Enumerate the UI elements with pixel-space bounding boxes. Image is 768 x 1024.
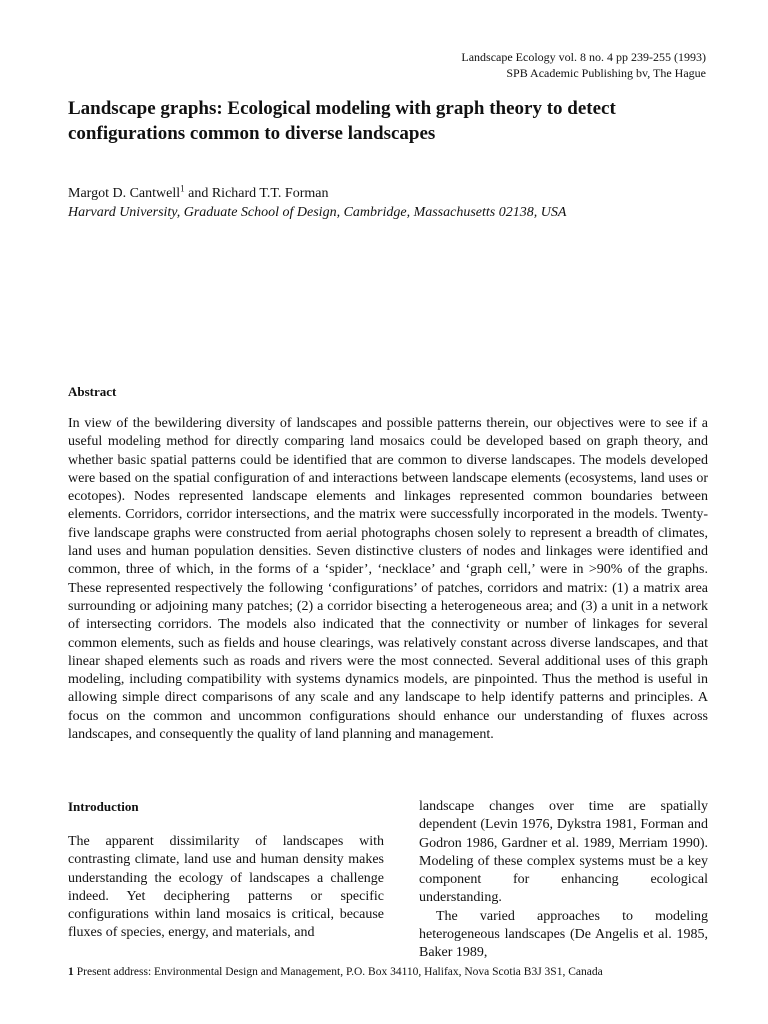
body-paragraph: The apparent dissimilarity of landscapes with contrasting climate, land use and human density makes understanding the ecology of landscapes a challenge indeed. Yet deciphering patterns or specific configurations within land mosaics is critical, because fluxes of species, energy, and materials, and (68, 834, 384, 941)
journal-info (461, 49, 706, 81)
abstract-heading: Abstract (68, 384, 117, 399)
author-name: Margot D. Cantwell (68, 186, 181, 201)
body-column-left (68, 798, 384, 943)
body-column-right (419, 798, 708, 963)
body-paragraph: landscape changes over time are spatially dependent (Levin 1976, Dykstra 1981, Forman and Godron 1986, Gardner et al. 1989, Merriam 1990). Modeling of these complex systems must be a key component for enhancing ecological understanding. (419, 799, 708, 906)
author-name: Richard T.T. Forman (211, 186, 329, 201)
body-paragraph: The varied approaches to modeling heterogeneous landscapes (De Angelis et al. 1985, Baker 1989, (419, 908, 708, 961)
footnote-marker: 1 (180, 183, 185, 194)
footnote-mark: 1 (68, 966, 74, 978)
footnote (68, 965, 718, 980)
affiliation: Harvard University, Graduate School of Design, Cambridge, Massachusetts 02138, USA (68, 205, 567, 220)
paper-title: Landscape graphs: Ecological modeling with graph theory to detect configurations common to diverse landscapes (68, 98, 616, 144)
journal-citation: Landscape Ecology vol. 8 no. 4 pp 239-255 (1993) (461, 50, 706, 64)
author-connector: and (184, 186, 212, 201)
introduction-heading: Introduction (68, 799, 139, 814)
footnote-text: Present address: Environmental Design and Management, P.O. Box 34110, Halifax, Nova Scotia B3J 3S1, Canada (76, 966, 603, 978)
journal-publisher: SPB Academic Publishing bv, The Hague (506, 66, 706, 80)
author-block (68, 184, 708, 222)
abstract-body: In view of the bewildering diversity of landscapes and possible patterns therein, our objectives were to see if a useful modeling method for directly comparing land mosaics could be developed based on graph theory, and whether basic spatial patterns could be identified that are common to diverse landscapes. The models developed were based on the spatial configuration of and interactions between landscape elements (ecosystems, land uses or ecotopes). Nodes represented landscape elements and linkages represented common boundaries between elements. Corridors, corridor intersections, and the matrix were successfully incorporated in the models. Twenty-five landscape graphs were constructed from aerial photographs chosen solely to represent a breadth of climates, land uses and human population densities. Seven distinctive clusters of nodes and linkages were identified and common, three of which, in the forms of a ‘spider’, ‘necklace’ and ‘graph cell,’ were in >90% of the graphs. These represented respectively the following ‘configurations’ of patches, corridors and matrix: (1) a matrix area surrounding or adjoining many patches; (2) a corridor bisecting a heterogeneous area; and (3) a unit in a network of intersecting corridors. The models also indicated that the connectivity or number of linkages for several common elements, such as fields and house clearings, was relatively constant across diverse landscapes, and that linear shaped elements such as roads and rivers were the most connected. Several additional uses of this graph modeling, including compatibility with systems dynamics models, are pinpointed. Thus the method is useful in allowing simple direct comparisons of any scale and any landscape to help identify patterns and principles. A focus on the common and uncommon configurations should enhance our understanding of fluxes across landscapes, and consequently the quality of land planning and management. (68, 416, 708, 743)
